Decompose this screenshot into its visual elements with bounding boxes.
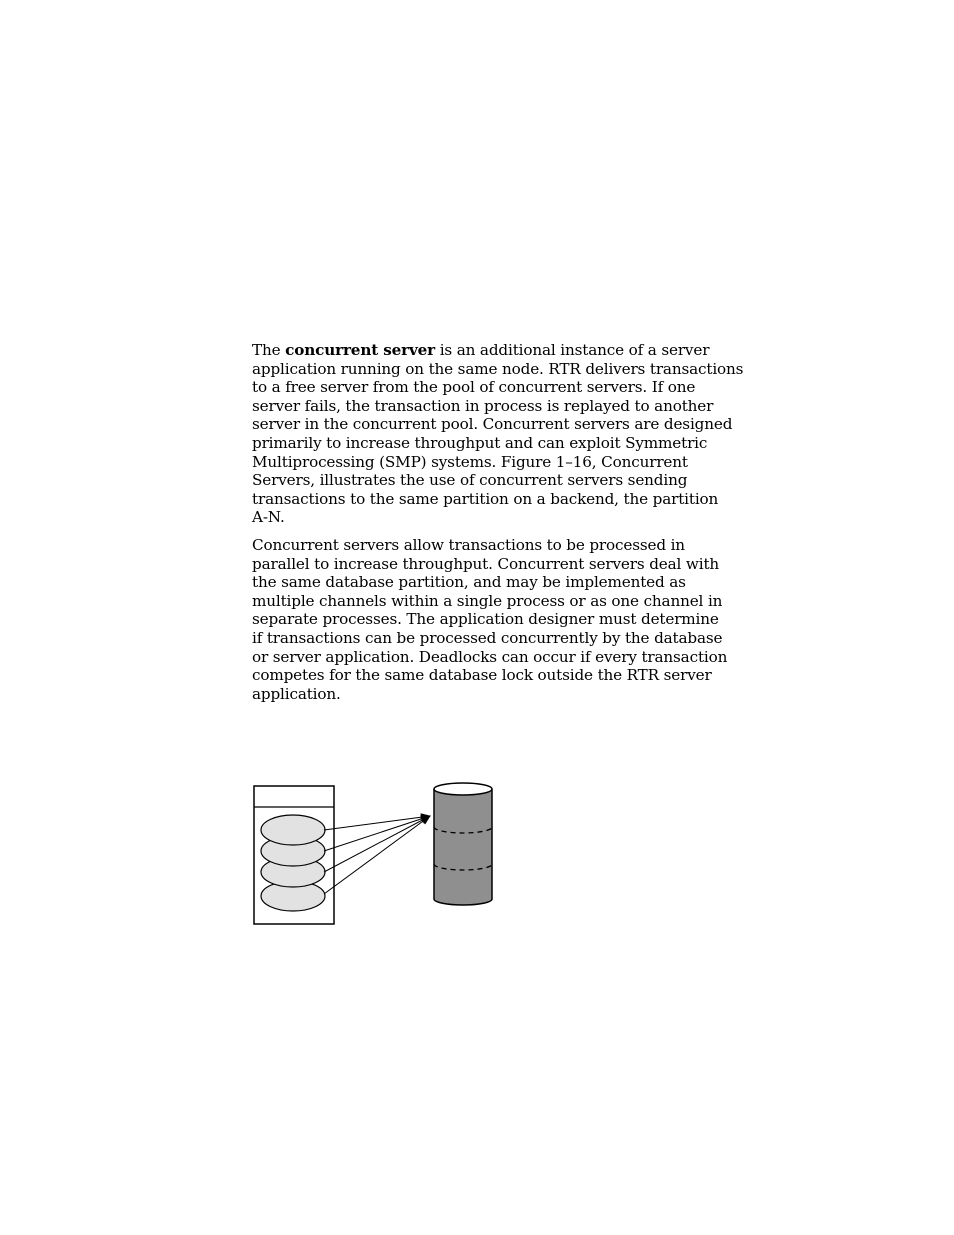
term-concurrent-server: concurrent server [285,341,436,359]
text-line: competes for the same database lock outside the RTR server [252,666,712,685]
text-line: application. [252,684,341,703]
text-line: server in the concurrent pool. Concurrent servers are designed [252,415,733,434]
database-cylinder-top [434,783,492,795]
concurrent-servers-figure [248,776,508,932]
text-line: application running on the same node. RTR delivers transactions [252,359,744,378]
paragraph-concurrent-server-definition [252,341,742,527]
text-line: to a free server from the pool of concurrent servers. If one [252,378,696,397]
concurrent-servers-diagram [248,776,508,932]
database-cylinder [434,783,492,905]
text-line: the same database partition, and may be implemented as [252,573,686,592]
transaction-arrows [324,816,430,894]
transaction-arrow-3 [324,816,430,872]
body-text [252,341,742,712]
text-run: The [252,341,286,359]
transaction-arrow-2 [324,816,430,851]
text-line: or server application. Deadlocks can occur if every transaction [252,647,728,666]
text-line: primarily to increase throughput and can exploit Symmetric [252,433,708,452]
text-line: parallel to increase throughput. Concurrent servers deal with [252,554,720,573]
text-line: transactions to the same partition on a backend, the partition [252,489,719,508]
paragraph-concurrent-throughput [252,536,742,703]
text-line: Concurrent servers allow transactions to be processed in [252,535,685,554]
server-instances [261,815,325,911]
text-run: is an additional instance of a server [435,341,710,359]
text-line: Multiprocessing (SMP) systems. Figure 1–16, Concurrent [252,452,688,471]
server-instance-1 [261,815,325,845]
database-cylinder-body [434,789,492,905]
text-line: A-N. [252,508,285,527]
text-line: separate processes. The application designer must determine [252,610,719,629]
text-line [252,341,742,360]
text-line: multiple channels within a single process or as one channel in [252,591,723,610]
text-line: if transactions can be processed concurrently by the database [252,628,723,647]
text-line: Servers, illustrates the use of concurrent servers sending [252,471,688,490]
text-line: server fails, the transaction in process is replayed to another [252,396,714,415]
